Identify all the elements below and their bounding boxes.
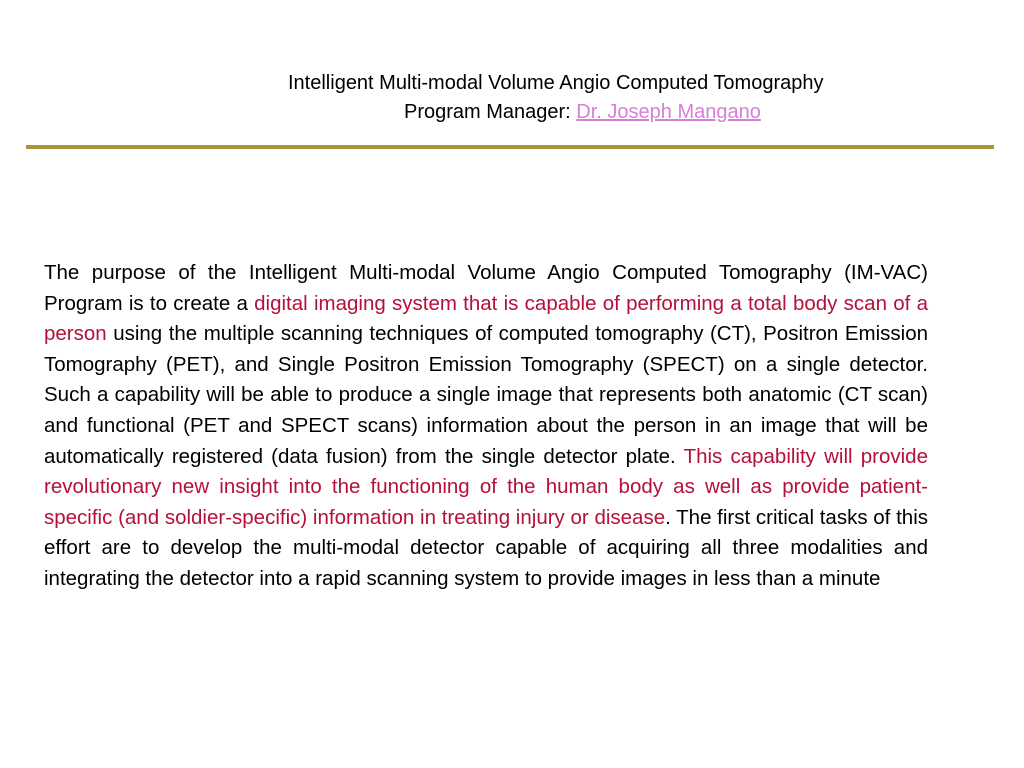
description-highlight-2: This capability will provide revolutionary new insight into the functioning of the human body as well as provide patient-specific (and soldier-specific) information in treating injury or disease <box>44 444 928 529</box>
header-divider <box>26 145 994 149</box>
description-text-2: using the multiple scanning techniques of computed tomography (CT), Positron Emission Tomography (PET), and Single Positron Emission Tomography (SPECT) on a single detector. Such a capability will be able to produce a single image that represents both anatomic (CT scan) and functional (PET and SPECT scans) information about the person in an image that will be automatically registered (data fusion) from the single detector plate. <box>44 322 928 468</box>
program-manager-link[interactable]: Dr. Joseph Mangano <box>576 101 761 123</box>
description-text-1: The purpose of the Intelligent Multi-modal Volume Angio Computed Tomography (IM-VAC) Program is to create a <box>44 261 928 315</box>
program-manager-line <box>404 99 761 125</box>
description-highlight-1: digital imaging system that is capable of performing a total body scan of a person <box>44 291 928 346</box>
program-manager-label: Program Manager: <box>404 101 577 123</box>
page-title: Intelligent Multi-modal Volume Angio Computed Tomography <box>288 72 824 94</box>
description-text-3: . The first critical tasks of this effort are to develop the multi-modal detector capable of acquiring all three modalities and integrating the detector into a rapid scanning system to provide images in less than a minute <box>44 505 928 590</box>
program-description <box>44 258 928 595</box>
